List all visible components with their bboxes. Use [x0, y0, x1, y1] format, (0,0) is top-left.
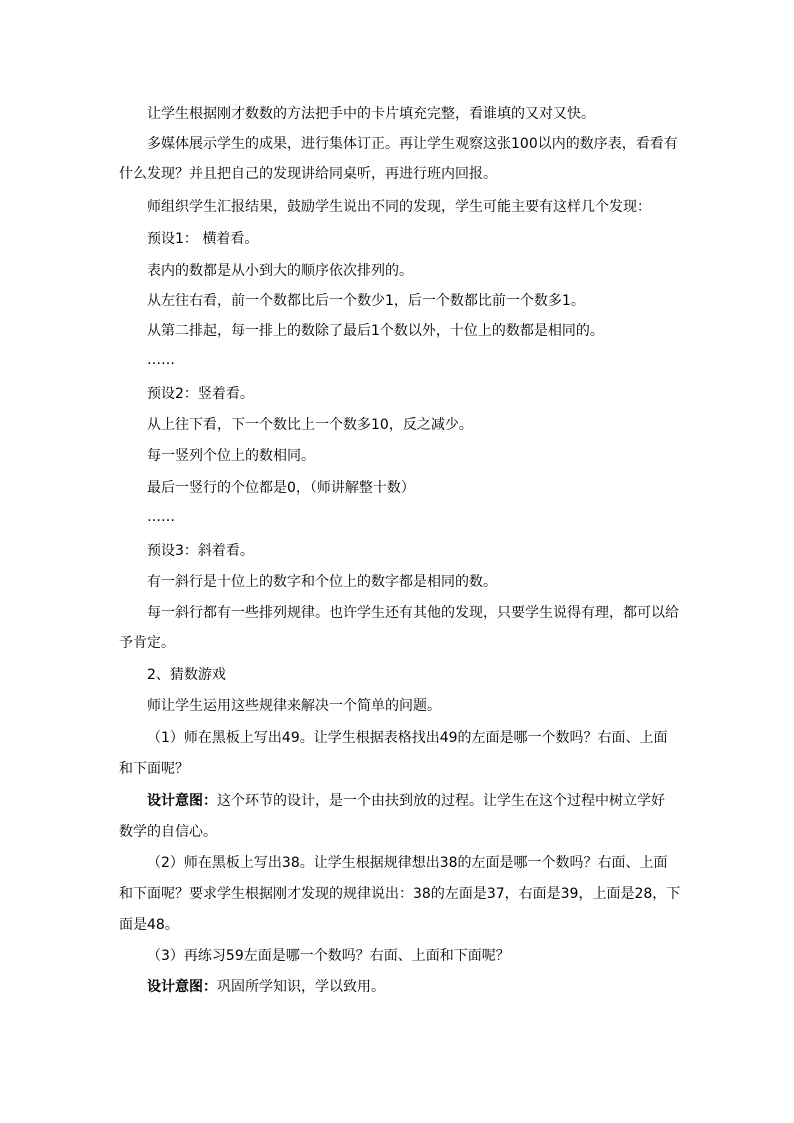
paragraph-line-12: 最后一竖行的个位都是0，（师讲解整十数） [147, 480, 415, 496]
paragraph-line-23: 面是48。 [119, 917, 179, 933]
paragraph-line-13: 预设3：斜着看。 [147, 543, 254, 559]
paragraph-line-7: 从左往右看，前一个数都比后一个数少1，后一个数都比前一个数多1。 [147, 293, 585, 309]
paragraph-line-6: 表内的数都是从小到大的顺序依次排列的。 [147, 263, 413, 279]
paragraph-line-5: 预设1： 横着看。 [147, 231, 259, 247]
paragraph-line-16: 予肯定。 [119, 635, 175, 651]
design-intent-label: 设计意图： [147, 793, 217, 809]
paragraph-line-11: 每一竖列个位上的数相同。 [147, 448, 315, 464]
section-title-guess-game: 2、猜数游戏 [147, 667, 226, 683]
paragraph-line-24: （3）再练习59左面是哪一个数吗？右面、上面和下面呢？ [147, 948, 510, 964]
design-intent-text-1: 这个环节的设计，是一个由扶到放的过程。让学生在这个过程中树立学好 [217, 793, 665, 809]
design-intent-line-2 [147, 977, 707, 997]
paragraph-line-17: 师让学生运用这些规律来解决一个简单的问题。 [147, 698, 441, 714]
ellipsis-line-2: …… [147, 509, 175, 525]
design-intent-label-2: 设计意图： [147, 979, 217, 995]
design-intent-line-1 [147, 791, 707, 811]
paragraph-line-18: （1）师在黑板上写出49。让学生根据表格找出49的左面是哪一个数吗？右面、上面 [147, 730, 668, 746]
paragraph-line-19: 和下面呢？ [119, 761, 189, 777]
paragraph-line-9: 预设2：竖着看。 [147, 386, 254, 402]
paragraph-line-8: 从第二排起，每一排上的数除了最后1个数以外，十位上的数都是相同的。 [147, 323, 604, 339]
paragraph-line-20: 数学的自信心。 [119, 824, 217, 840]
paragraph-line-3: 什么发现？并且把自己的发现讲给同桌听，再进行班内回报。 [119, 166, 497, 182]
paragraph-line-22: 和下面呢？要求学生根据刚才发现的规律说出：38的左面是37，右面是39，上面是28，下 [119, 886, 681, 902]
paragraph-line-14: 有一斜行是十位上的数字和个位上的数字都是相同的数。 [147, 574, 497, 590]
design-intent-text-2: 巩固所学知识，学以致用。 [217, 979, 385, 995]
paragraph-line-10: 从上往下看，下一个数比上一个数多10，反之减少。 [147, 417, 473, 433]
paragraph-line-4: 师组织学生汇报结果，鼓励学生说出不同的发现，学生可能主要有这样几个发现： [147, 199, 651, 215]
paragraph-line-21: （2）师在黑板上写出38。让学生根据规律想出38的左面是哪一个数吗？右面、上面 [147, 855, 668, 871]
ellipsis-line-1: …… [147, 352, 175, 368]
paragraph-line-15: 每一斜行都有一些排列规律。也许学生还有其他的发现，只要学生说得有理，都可以给 [147, 605, 679, 621]
paragraph-line-1: 让学生根据刚才数数的方法把手中的卡片填充完整，看谁填的又对又快。 [147, 106, 595, 122]
paragraph-line-2: 多媒体展示学生的成果，进行集体订正。再让学生观察这张100以内的数序表，看看有 [147, 136, 678, 152]
